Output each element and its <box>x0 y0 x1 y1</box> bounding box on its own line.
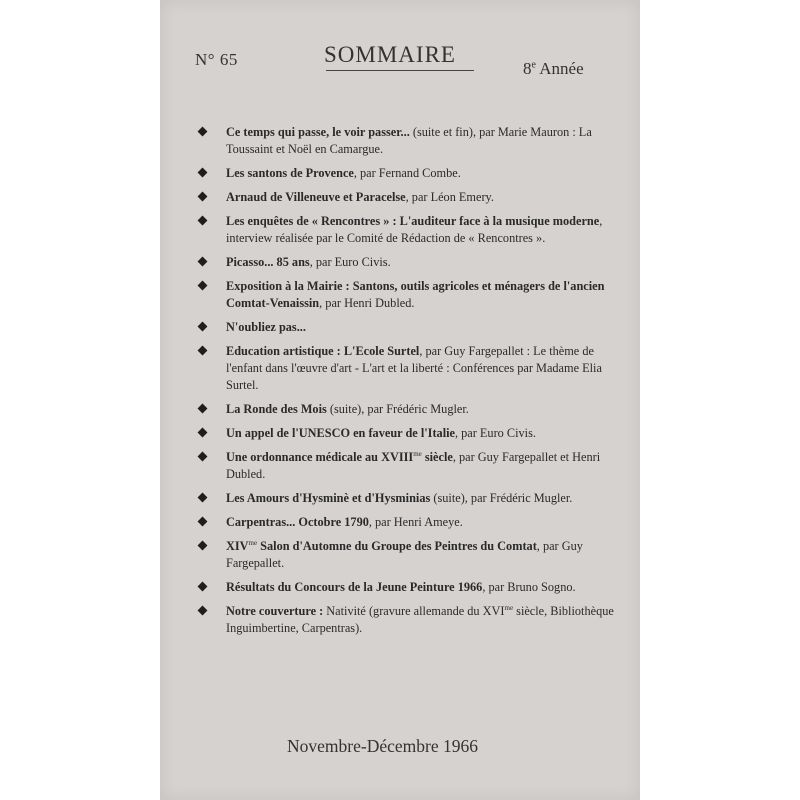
entry-title: Les santons de Provence <box>226 166 354 180</box>
entry-title: Ce temps qui passe, le voir passer... <box>226 125 410 139</box>
entry-title: N'oubliez pas... <box>226 320 306 334</box>
entry-text: , interview réalisée par le Comité de Rédaction de « Rencontres ». <box>226 214 603 245</box>
issue-date: Novembre-Décembre 1966 <box>287 736 478 756</box>
superscript: me <box>413 449 422 458</box>
toc-entry <box>196 254 616 271</box>
entry-text: , par Euro Civis. <box>455 426 536 440</box>
toc-entry <box>196 579 616 596</box>
diamond-bullet-icon <box>198 216 208 226</box>
title-underline <box>326 70 474 71</box>
entry-title: La Ronde des Mois <box>226 402 327 416</box>
entry-title: Un appel de l'UNESCO en faveur de l'Italie <box>226 426 455 440</box>
entry-title: Une ordonnance médicale au XVIII <box>226 450 414 464</box>
entry-title: Picasso... 85 ans <box>226 255 310 269</box>
year-word: Année <box>539 59 584 78</box>
entry-text: , par Bruno Sogno. <box>482 580 576 594</box>
entry-text: , par Henri Ameye. <box>368 515 463 529</box>
toc-entry <box>196 189 616 206</box>
entry-text: siècle, Bibliothèque Inguimbertine, Carpentras). <box>226 604 614 635</box>
entry-text: , par Euro Civis. <box>309 255 391 269</box>
magazine-page <box>160 0 640 800</box>
diamond-bullet-icon <box>198 404 208 414</box>
year-number: 8 <box>523 59 532 78</box>
diamond-bullet-icon <box>198 541 208 551</box>
toc-entry <box>196 514 616 531</box>
entry-text: , par Guy Fargepallet et Henri Dubled. <box>226 450 601 481</box>
diamond-bullet-icon <box>198 452 208 462</box>
entry-text: (suite et fin), par Marie Mauron : La Toussaint et Noël en Camargue. <box>226 125 592 156</box>
toc-entry <box>196 165 616 182</box>
diamond-bullet-icon <box>198 582 208 592</box>
entry-title: Notre couverture : <box>226 604 324 618</box>
toc-entry <box>196 603 616 637</box>
entry-title: Arnaud de Villeneuve et Paracelse <box>226 190 406 204</box>
year-suffix: e <box>531 59 536 71</box>
diamond-bullet-icon <box>198 606 208 616</box>
entry-title: Exposition à la Mairie : Santons, outils agricoles et ménagers de l'ancien Comtat-Venaissin <box>226 279 605 310</box>
toc-entry <box>196 124 616 158</box>
diamond-bullet-icon <box>198 493 208 503</box>
diamond-bullet-icon <box>198 257 208 267</box>
diamond-bullet-icon <box>198 322 208 332</box>
entry-text: , par Henri Dubled. <box>319 296 415 310</box>
toc-entry <box>196 449 616 483</box>
toc-entry <box>196 319 616 336</box>
diamond-bullet-icon <box>198 517 208 527</box>
diamond-bullet-icon <box>198 192 208 202</box>
page-title: SOMMAIRE <box>324 42 456 67</box>
diamond-bullet-icon <box>198 281 208 291</box>
diamond-bullet-icon <box>198 428 208 438</box>
entry-text: , par Léon Emery. <box>405 190 494 204</box>
entry-text: , par Guy Fargepallet : Le thème de l'enfant dans l'œuvre d'art - L'art et la liberté : Conférences par Madame Elia Surtel. <box>226 344 602 392</box>
entry-title: Les Amours d'Hysminè et d'Hysminias <box>226 491 431 505</box>
entry-text: (suite), par Frédéric Mugler. <box>430 491 573 505</box>
entry-title: Résultats du Concours de la Jeune Peinture 1966 <box>226 580 483 594</box>
entry-title: siècle <box>421 450 453 464</box>
entry-text: Nativité (gravure allemande du XVI <box>323 604 505 618</box>
toc-entry <box>196 425 616 442</box>
superscript: me <box>248 538 258 547</box>
table-of-contents <box>196 124 616 644</box>
entry-title: Education artistique : L'Ecole Surtel <box>226 344 420 358</box>
year-label <box>523 59 584 79</box>
toc-entry <box>196 401 616 418</box>
diamond-bullet-icon <box>198 346 208 356</box>
toc-entry <box>196 278 616 312</box>
entry-title: Salon d'Automne du Groupe des Peintres du Comtat <box>257 539 537 553</box>
issue-number: N° 65 <box>195 50 238 69</box>
diamond-bullet-icon <box>198 168 208 178</box>
entry-text: , par Fernand Combe. <box>353 166 461 180</box>
toc-entry <box>196 213 616 247</box>
entry-title: Carpentras... Octobre 1790 <box>226 515 369 529</box>
entry-text: (suite), par Frédéric Mugler. <box>326 402 469 416</box>
toc-entry <box>196 343 616 394</box>
entry-title: Les enquêtes de « Rencontres » : L'auditeur face à la musique moderne <box>226 214 600 228</box>
toc-entry <box>196 490 616 507</box>
entry-title: XIV <box>226 539 249 553</box>
entry-text: , par Guy Fargepallet. <box>226 539 583 570</box>
toc-entry <box>196 538 616 572</box>
superscript: me <box>504 603 514 612</box>
diamond-bullet-icon <box>198 127 208 137</box>
